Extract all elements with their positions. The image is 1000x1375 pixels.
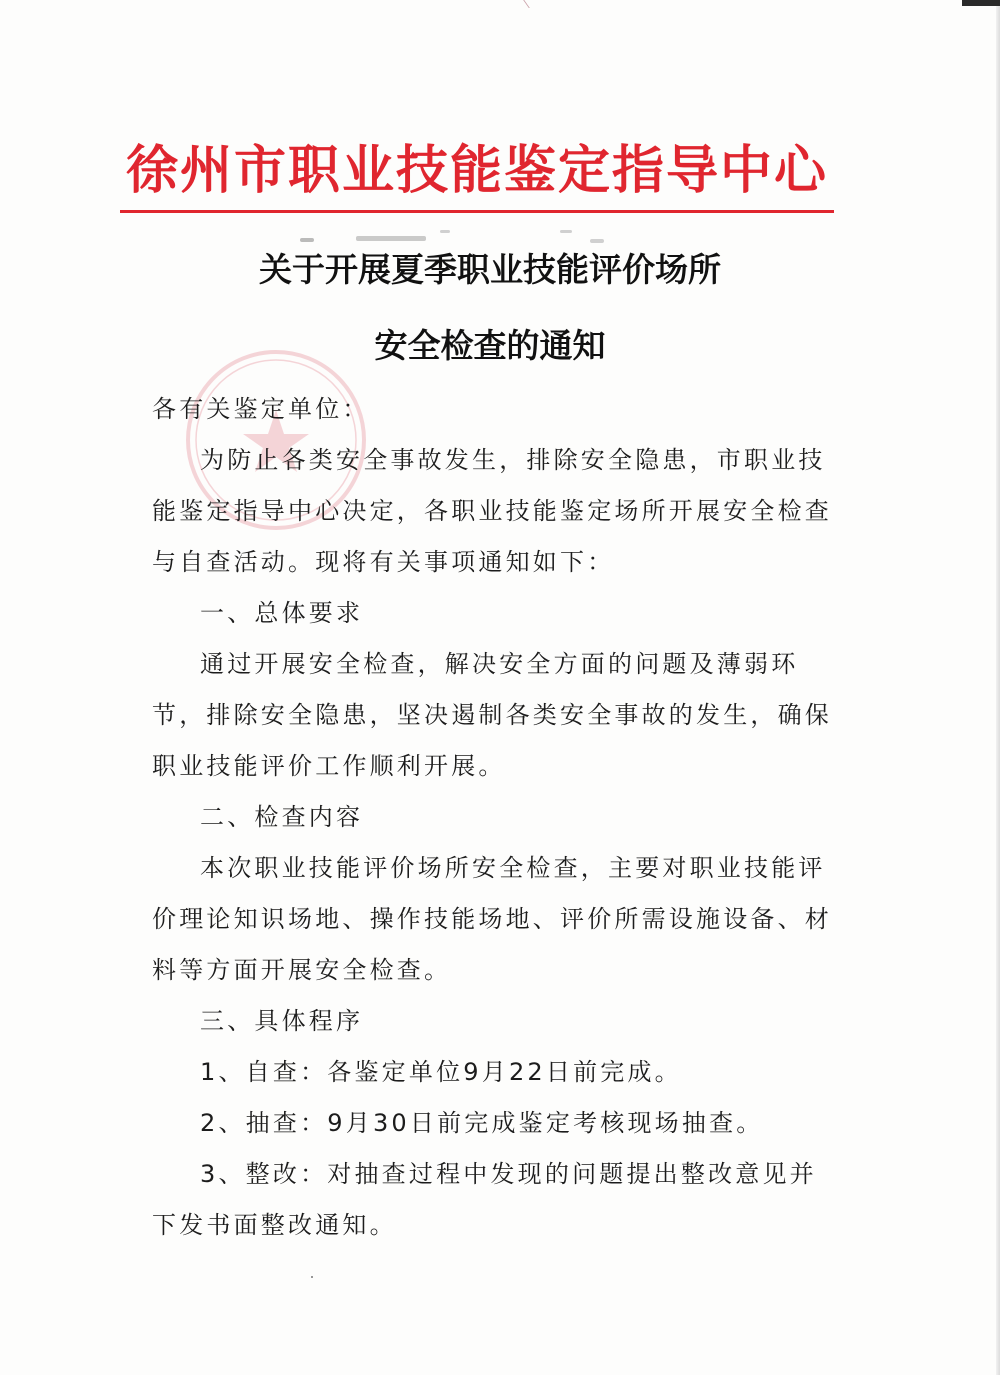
organization-name: 徐州市职业技能鉴定指导中心 xyxy=(125,140,828,201)
step-3: 3、整改：对抽查过程中发现的问题提出整改意见并下发书面整改通知。 xyxy=(152,1160,817,1239)
salutation: 各有关鉴定单位： xyxy=(152,395,370,423)
section-3-heading: 三、具体程序 xyxy=(200,1007,364,1035)
section-1-text: 通过开展安全检查，解决安全方面的问题及薄弱环节，排除安全隐患，坚决遏制各类安全事故的发生，确保职业技能评价工作顺利开展。 xyxy=(152,650,832,780)
document-title-line-1: 关于开展夏季职业技能评价场所 xyxy=(259,250,721,289)
step-1: 1、自查：各鉴定单位9月22日前完成。 xyxy=(200,1058,682,1086)
section-2-heading: 二、检查内容 xyxy=(200,803,364,831)
letterhead-red-rule xyxy=(120,210,834,213)
scan-smudge xyxy=(440,230,450,233)
scan-smudge xyxy=(356,236,426,241)
scan-dot xyxy=(311,1276,313,1278)
scan-smudge xyxy=(300,238,314,242)
section-2-text: 本次职业技能评价场所安全检查，主要对职业技能评价理论知识场地、操作技能场地、评价所需设施设备、材料等方面开展安全检查。 xyxy=(152,854,832,984)
scan-smudge xyxy=(560,230,572,233)
document-body xyxy=(152,384,842,1251)
scan-smudge xyxy=(590,239,604,243)
letterhead xyxy=(120,136,834,206)
scan-corner-mark xyxy=(962,0,1000,6)
scan-edge xyxy=(996,0,1000,1375)
scan-top-mark xyxy=(523,0,544,8)
step-2: 2、抽查：9月30日前完成鉴定考核现场抽查。 xyxy=(200,1109,764,1137)
document-title-line-2: 安全检查的通知 xyxy=(374,326,606,365)
intro-paragraph: 为防止各类安全事故发生，排除安全隐患，市职业技能鉴定指导中心决定，各职业技能鉴定场所开展安全检查与自查活动。现将有关事项通知如下： xyxy=(152,446,832,576)
section-1-heading: 一、总体要求 xyxy=(200,599,364,627)
